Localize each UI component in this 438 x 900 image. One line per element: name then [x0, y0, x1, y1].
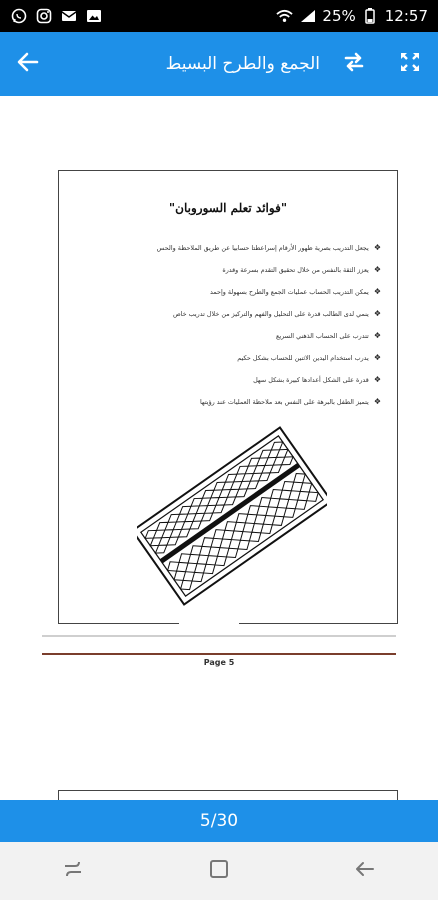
list-item: ❖ يدرب استخدام اليدين الاثنين للحساب بشكل حكيم: [91, 347, 381, 369]
page-heading: "فوائد تعلم السوروبان": [168, 201, 288, 215]
footer-divider: [42, 635, 396, 637]
bullet-marker-icon: ❖: [373, 397, 381, 406]
status-bar: [0, 0, 438, 32]
pdf-viewer[interactable]: [0, 96, 438, 800]
list-item: ❖ يمكن التدريب الحساب عمليات الجمع والطرح بسهولة وإحمد: [91, 281, 381, 303]
home-icon: [207, 857, 231, 885]
bullet-marker-icon: ❖: [373, 375, 381, 384]
swap-orientation-button[interactable]: [326, 32, 382, 96]
page-gap: [179, 622, 239, 628]
next-page-preview: [58, 790, 398, 800]
back-icon: [353, 857, 377, 885]
battery-icon: [362, 8, 379, 25]
bullet-marker-icon: ❖: [373, 331, 381, 340]
document-page: [58, 170, 398, 624]
signal-icon: [299, 8, 316, 25]
arrow-left-icon: [17, 51, 39, 77]
back-button[interactable]: [0, 32, 56, 96]
wifi-icon: [276, 8, 293, 25]
page-counter: 5/30: [199, 811, 239, 831]
soroban-abacus-icon: [137, 421, 327, 611]
whatsapp-icon: [10, 8, 27, 25]
gallery-icon: [85, 8, 102, 25]
app-bar: [0, 32, 438, 96]
document-title: الجمع والطرح البسيط: [165, 54, 320, 74]
page-footer-label: Page 5: [203, 658, 235, 667]
recent-apps-button[interactable]: [43, 842, 103, 900]
bullet-marker-icon: ❖: [373, 265, 381, 274]
bullet-marker-icon: ❖: [373, 243, 381, 252]
list-item: ❖ تتدرب على الحساب الذهني السريع: [91, 325, 381, 347]
list-item: ❖ ينمي لدى الطالب قدرة على التحليل والفهم والتركيز من خلال تدريب خاص: [91, 303, 381, 325]
instagram-icon: [35, 8, 52, 25]
gmail-icon: [60, 8, 77, 25]
list-item: ❖ يعزز الثقة بالنفس من خلال تحقيق التقدم بسرعة وقدرة: [91, 259, 381, 281]
clock: 12:57: [384, 7, 428, 25]
benefits-list: [91, 237, 381, 413]
bullet-marker-icon: ❖: [373, 287, 381, 296]
page-indicator: [0, 800, 438, 842]
bullet-marker-icon: ❖: [373, 353, 381, 362]
home-button[interactable]: [189, 842, 249, 900]
back-nav-button[interactable]: [335, 842, 395, 900]
fullscreen-button[interactable]: [382, 32, 438, 96]
list-item: ❖ يجعل التدريب بصرية ظهور الأرقام إسراعطتا حسابيا عن طريق الملاحظة والحس: [91, 237, 381, 259]
system-nav-bar: [0, 842, 438, 900]
bullet-marker-icon: ❖: [373, 309, 381, 318]
footer-rule: [42, 653, 396, 655]
recent-apps-icon: [61, 857, 85, 885]
system-status: [276, 7, 428, 25]
swap-arrows-icon: [343, 51, 365, 77]
list-item: ❖ يتميز الطفل بالبرهة على النفس بعد ملاحظة العمليات عند رؤيتها: [91, 391, 381, 413]
battery-percentage: 25%: [322, 7, 356, 25]
fullscreen-icon: [399, 51, 421, 77]
notification-icons: [10, 8, 102, 25]
list-item: ❖ قدرة على الشكل أعدادها كبيرة بشكل سهل: [91, 369, 381, 391]
